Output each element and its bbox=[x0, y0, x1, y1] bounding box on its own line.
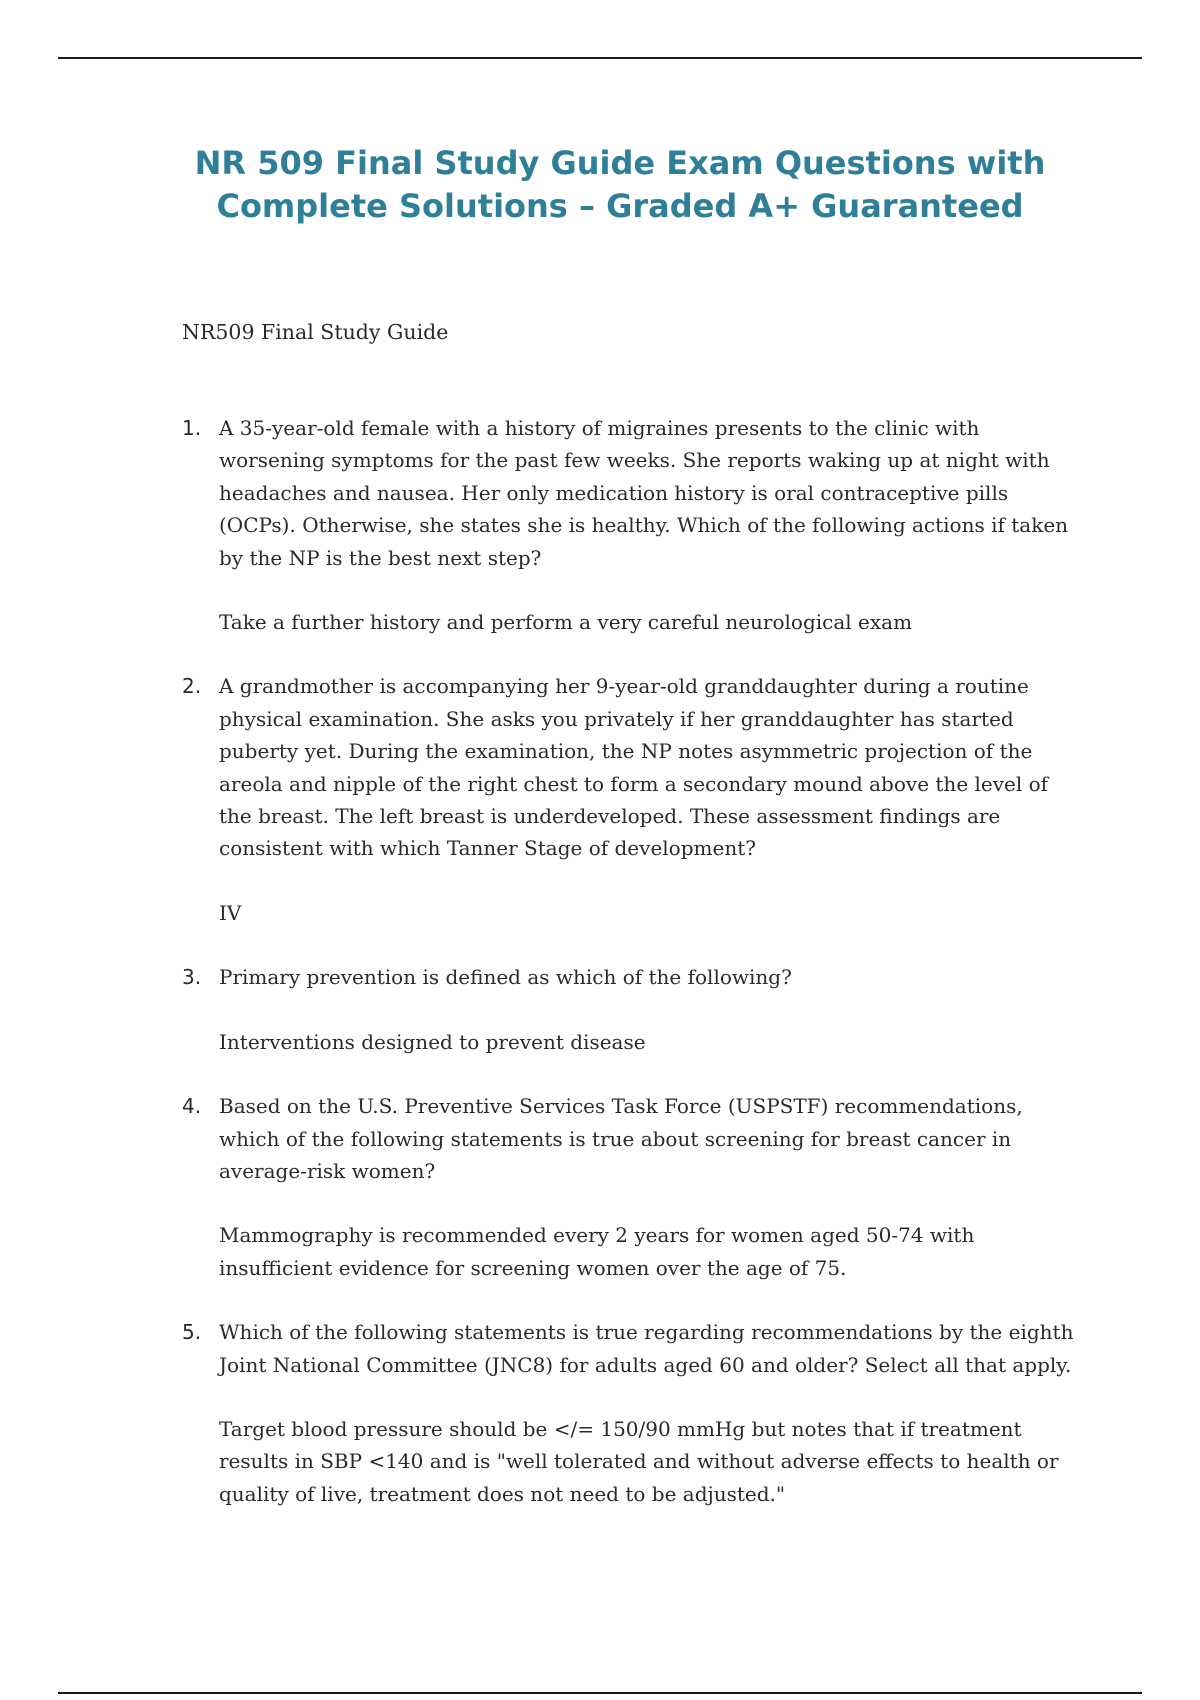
question-item bbox=[0, 412, 1200, 638]
question-text: A grandmother is accompanying her 9-year-old granddaughter during a routine physical examination. She asks you privately if her granddaughter has started puberty yet. During the examination, the NP notes asymmetric projection of the areola and nipple of the right chest to form a secondary mound above the level of the breast. The left breast is underdeveloped. These assessment findings are consistent with which Tanner Stage of development? bbox=[219, 674, 1049, 861]
question-number: 3. bbox=[182, 965, 202, 990]
question-answer: IV bbox=[219, 900, 242, 925]
question-answer: Take a further history and perform a very careful neurological exam bbox=[219, 610, 913, 635]
document-title-line-2: Complete Solutions – Graded A+ Guaranteed bbox=[216, 187, 1024, 225]
question-item bbox=[0, 670, 1200, 929]
question-item bbox=[0, 961, 1200, 1058]
question-number: 4. bbox=[182, 1094, 202, 1119]
question-answer: Mammography is recommended every 2 years for women aged 50-74 with insufficient evidence for screening women over the age of 75. bbox=[219, 1223, 975, 1280]
question-text: Primary prevention is defined as which of the following? bbox=[219, 965, 792, 990]
question-item bbox=[0, 1316, 1200, 1510]
document-title bbox=[120, 142, 1120, 228]
question-text: Which of the following statements is true regarding recommendations by the eighth Joint National Committee (JNC8) for adults aged 60 and older? Select all that apply. bbox=[219, 1320, 1074, 1377]
document-title-line-1: NR 509 Final Study Guide Exam Questions with bbox=[194, 144, 1046, 182]
question-answer: Interventions designed to prevent disease bbox=[219, 1029, 646, 1054]
question-item bbox=[0, 1090, 1200, 1284]
document-subtitle: NR509 Final Study Guide bbox=[182, 320, 449, 344]
question-list bbox=[0, 412, 1200, 1542]
question-text: Based on the U.S. Preventive Services Task Force (USPSTF) recommendations, which of the following statements is true about screening for breast cancer in average-risk women? bbox=[219, 1094, 1023, 1183]
question-number: 1. bbox=[182, 416, 202, 440]
question-answer: Target blood pressure should be </= 150/90 mmHg but notes that if treatment results in SBP <140 and is "well tolerated and without adverse effects to health or quality of live, treatment does not need to be adjusted." bbox=[219, 1416, 1059, 1506]
question-number: 5. bbox=[182, 1320, 202, 1345]
bottom-rule bbox=[58, 1692, 1142, 1694]
top-rule bbox=[58, 57, 1142, 59]
question-number: 2. bbox=[182, 674, 202, 699]
question-text: A 35-year-old female with a history of migraines presents to the clinic with worsening symptoms for the past few weeks. She reports waking up at night with headaches and nausea. Her only medication history is oral contraceptive pills (OCPs). Otherwise, she states she is healthy. Which of the following actions if taken by the NP is the best next step? bbox=[219, 416, 1069, 570]
